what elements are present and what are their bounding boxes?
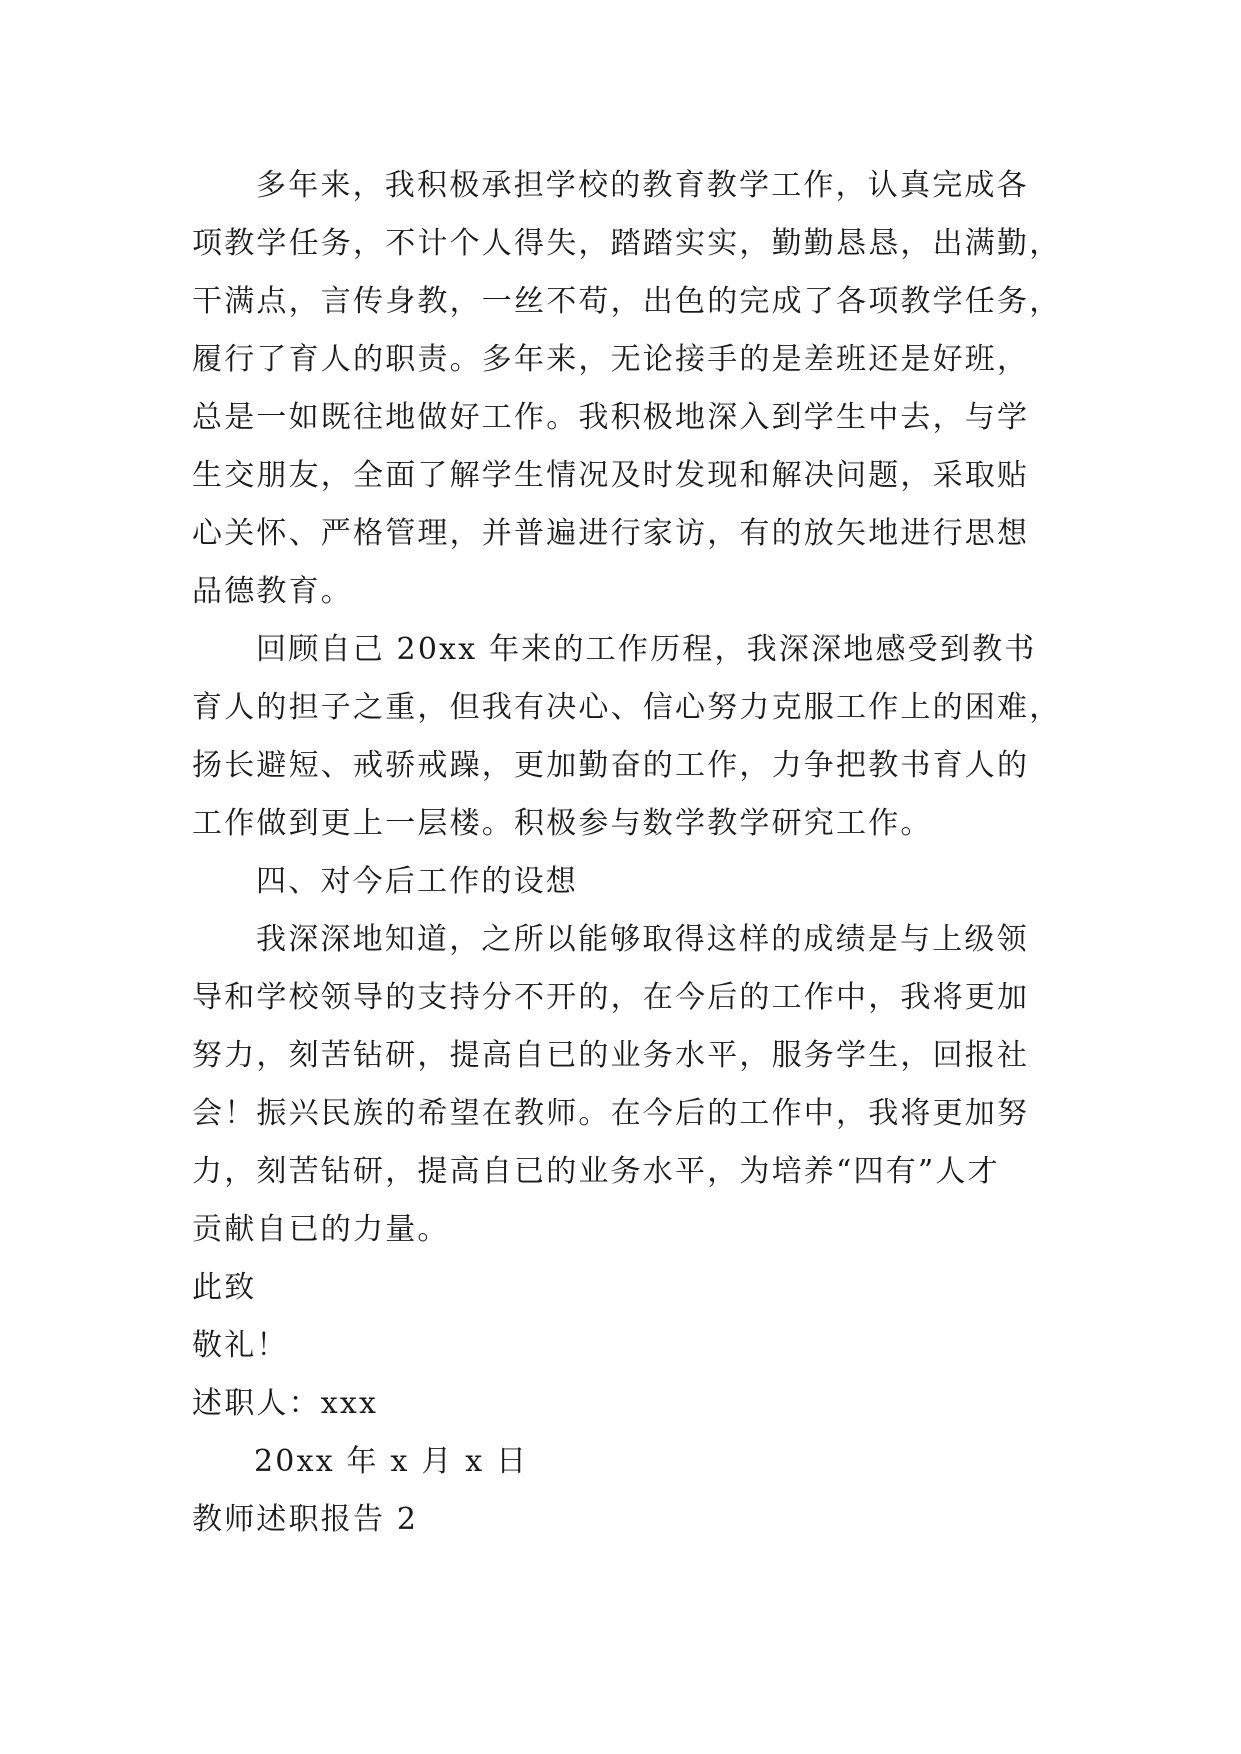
paragraph-3-line-3: 努力，刻苦钻研，提高自已的业务水平，服务学生，回报社 xyxy=(192,1038,1030,1073)
paragraph-1-line-2: 项教学任务，不计个人得失，踏踏实实，勤勤恳恳，出满勤， xyxy=(192,226,1062,261)
paragraph-2-line-4: 工作做到更上一层楼。积极参与数学教学研究工作。 xyxy=(192,806,933,841)
date-line: 20xx 年 x 月 x 日 xyxy=(254,1444,529,1479)
paragraph-1-line-5: 总是一如既往地做好工作。我积极地深入到学生中去，与学 xyxy=(192,400,1030,435)
paragraph-1-line-4: 履行了育人的职责。多年来，无论接手的是差班还是好班， xyxy=(192,342,1030,377)
closing-regards: 敬礼！ xyxy=(192,1328,289,1363)
paragraph-1-line-8: 品德教育。 xyxy=(192,574,353,609)
paragraph-3-line-2: 导和学校领导的支持分不开的，在今后的工作中，我将更加 xyxy=(192,980,1030,1015)
paragraph-2-line-2: 育人的担子之重，但我有决心、信心努力克服工作上的困难， xyxy=(192,690,1062,725)
paragraph-2-line-3: 扬长避短、戒骄戒躁，更加勤奋的工作，力争把教书育人的 xyxy=(192,748,1030,783)
paragraph-1-line-3: 干满点，言传身教，一丝不苟，出色的完成了各项教学任务， xyxy=(192,284,1062,319)
paragraph-3-line-5: 力，刻苦钻研，提高自已的业务水平，为培养“四有”人才 xyxy=(192,1154,1000,1189)
paragraph-1-line-1: 多年来，我积极承担学校的教育教学工作，认真完成各 xyxy=(256,168,1029,203)
paragraph-1-line-6: 生交朋友，全面了解学生情况及时发现和解决问题，采取贴 xyxy=(192,458,1030,493)
next-section-title: 教师述职报告 2 xyxy=(192,1502,419,1537)
paragraph-2-line-1: 回顾自己 20xx 年来的工作历程，我深深地感受到教书 xyxy=(256,632,1037,667)
section-heading: 四、对今后工作的设想 xyxy=(256,864,578,899)
closing-salutation: 此致 xyxy=(192,1270,257,1305)
paragraph-3-line-6: 贡献自已的力量。 xyxy=(192,1212,450,1247)
paragraph-3-line-4: 会！振兴民族的希望在教师。在今后的工作中，我将更加努 xyxy=(192,1096,1030,1131)
paragraph-1-line-7: 心关怀、严格管理，并普遍进行家访，有的放矢地进行思想 xyxy=(192,516,1030,551)
signature: 述职人：xxx xyxy=(192,1386,379,1421)
paragraph-3-line-1: 我深深地知道，之所以能够取得这样的成绩是与上级领 xyxy=(256,922,1029,957)
